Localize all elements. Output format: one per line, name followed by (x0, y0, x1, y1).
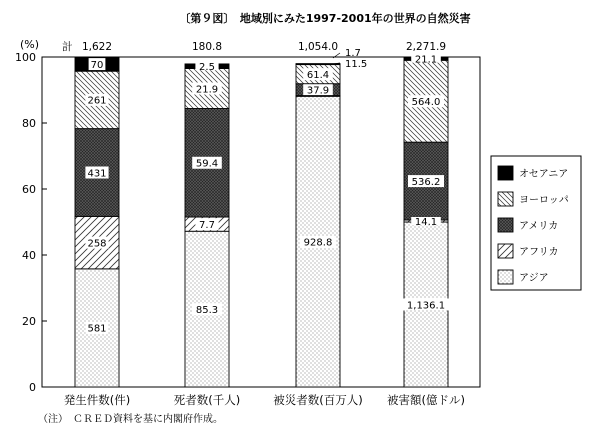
y-tick-label: 0 (29, 381, 36, 394)
source-note: （注） ＣＲＥＤ資料を基に内閣府作成。 (38, 414, 223, 425)
total-label: 1,054.0 (297, 41, 339, 53)
data-label: 581 (87, 323, 107, 335)
legend-swatch (498, 166, 513, 180)
category-label: 被害額(億ドル) (387, 393, 465, 407)
total-label: 1,622 (81, 41, 113, 53)
data-label: 85.3 (195, 304, 219, 316)
legend-swatch (498, 192, 513, 206)
data-label: 261 (87, 95, 107, 107)
legend-label: ヨーロッパ (519, 195, 569, 206)
total-prefix: 計 (62, 41, 73, 53)
annotation-label: 11.5 (345, 59, 368, 70)
total-label: 180.8 (191, 41, 223, 53)
y-tick-label: 100 (15, 51, 36, 64)
data-label: 431 (87, 168, 107, 180)
legend-label: オセアニア (519, 169, 569, 180)
data-label: 21.9 (195, 84, 219, 96)
category-label: 死者数(千人) (173, 393, 241, 407)
data-label: 59.4 (195, 158, 219, 170)
legend-swatch (498, 244, 513, 258)
legend-swatch (498, 218, 513, 232)
data-label: 564.0 (411, 97, 441, 109)
legend-label: アフリカ (519, 247, 559, 258)
data-label: 14.1 (414, 216, 438, 228)
data-label: 7.7 (199, 219, 215, 231)
category-label: 被災者数(百万人) (273, 393, 363, 407)
legend-swatch (498, 270, 513, 284)
data-label: 1,136.1 (406, 300, 446, 312)
data-label: 21.1 (414, 54, 438, 66)
data-label: 2.5 (199, 62, 215, 74)
data-label: 70 (90, 59, 104, 71)
data-label: 928.8 (303, 237, 333, 249)
legend (491, 156, 581, 290)
y-tick-label: 60 (22, 183, 36, 196)
legend-label: アジア (519, 273, 549, 284)
category-label: 発生件数(件) (63, 393, 131, 407)
data-label: 61.4 (306, 69, 330, 81)
legend-label: アメリカ (519, 221, 559, 232)
data-label: 258 (87, 238, 107, 250)
total-label: 2,271.9 (405, 41, 447, 53)
bars (75, 57, 448, 387)
data-label: 37.9 (306, 85, 330, 97)
data-label: 536.2 (411, 176, 441, 188)
y-tick-label: 80 (22, 117, 36, 130)
annotation-label: 1.7 (345, 48, 361, 59)
y-tick-label: 40 (22, 249, 36, 262)
chart-title: 〔第９図〕 地域別にみた1997-2001年の世界の自然災害 (179, 12, 471, 25)
y-axis-unit: (%) (20, 38, 40, 51)
y-tick-label: 20 (22, 315, 36, 328)
